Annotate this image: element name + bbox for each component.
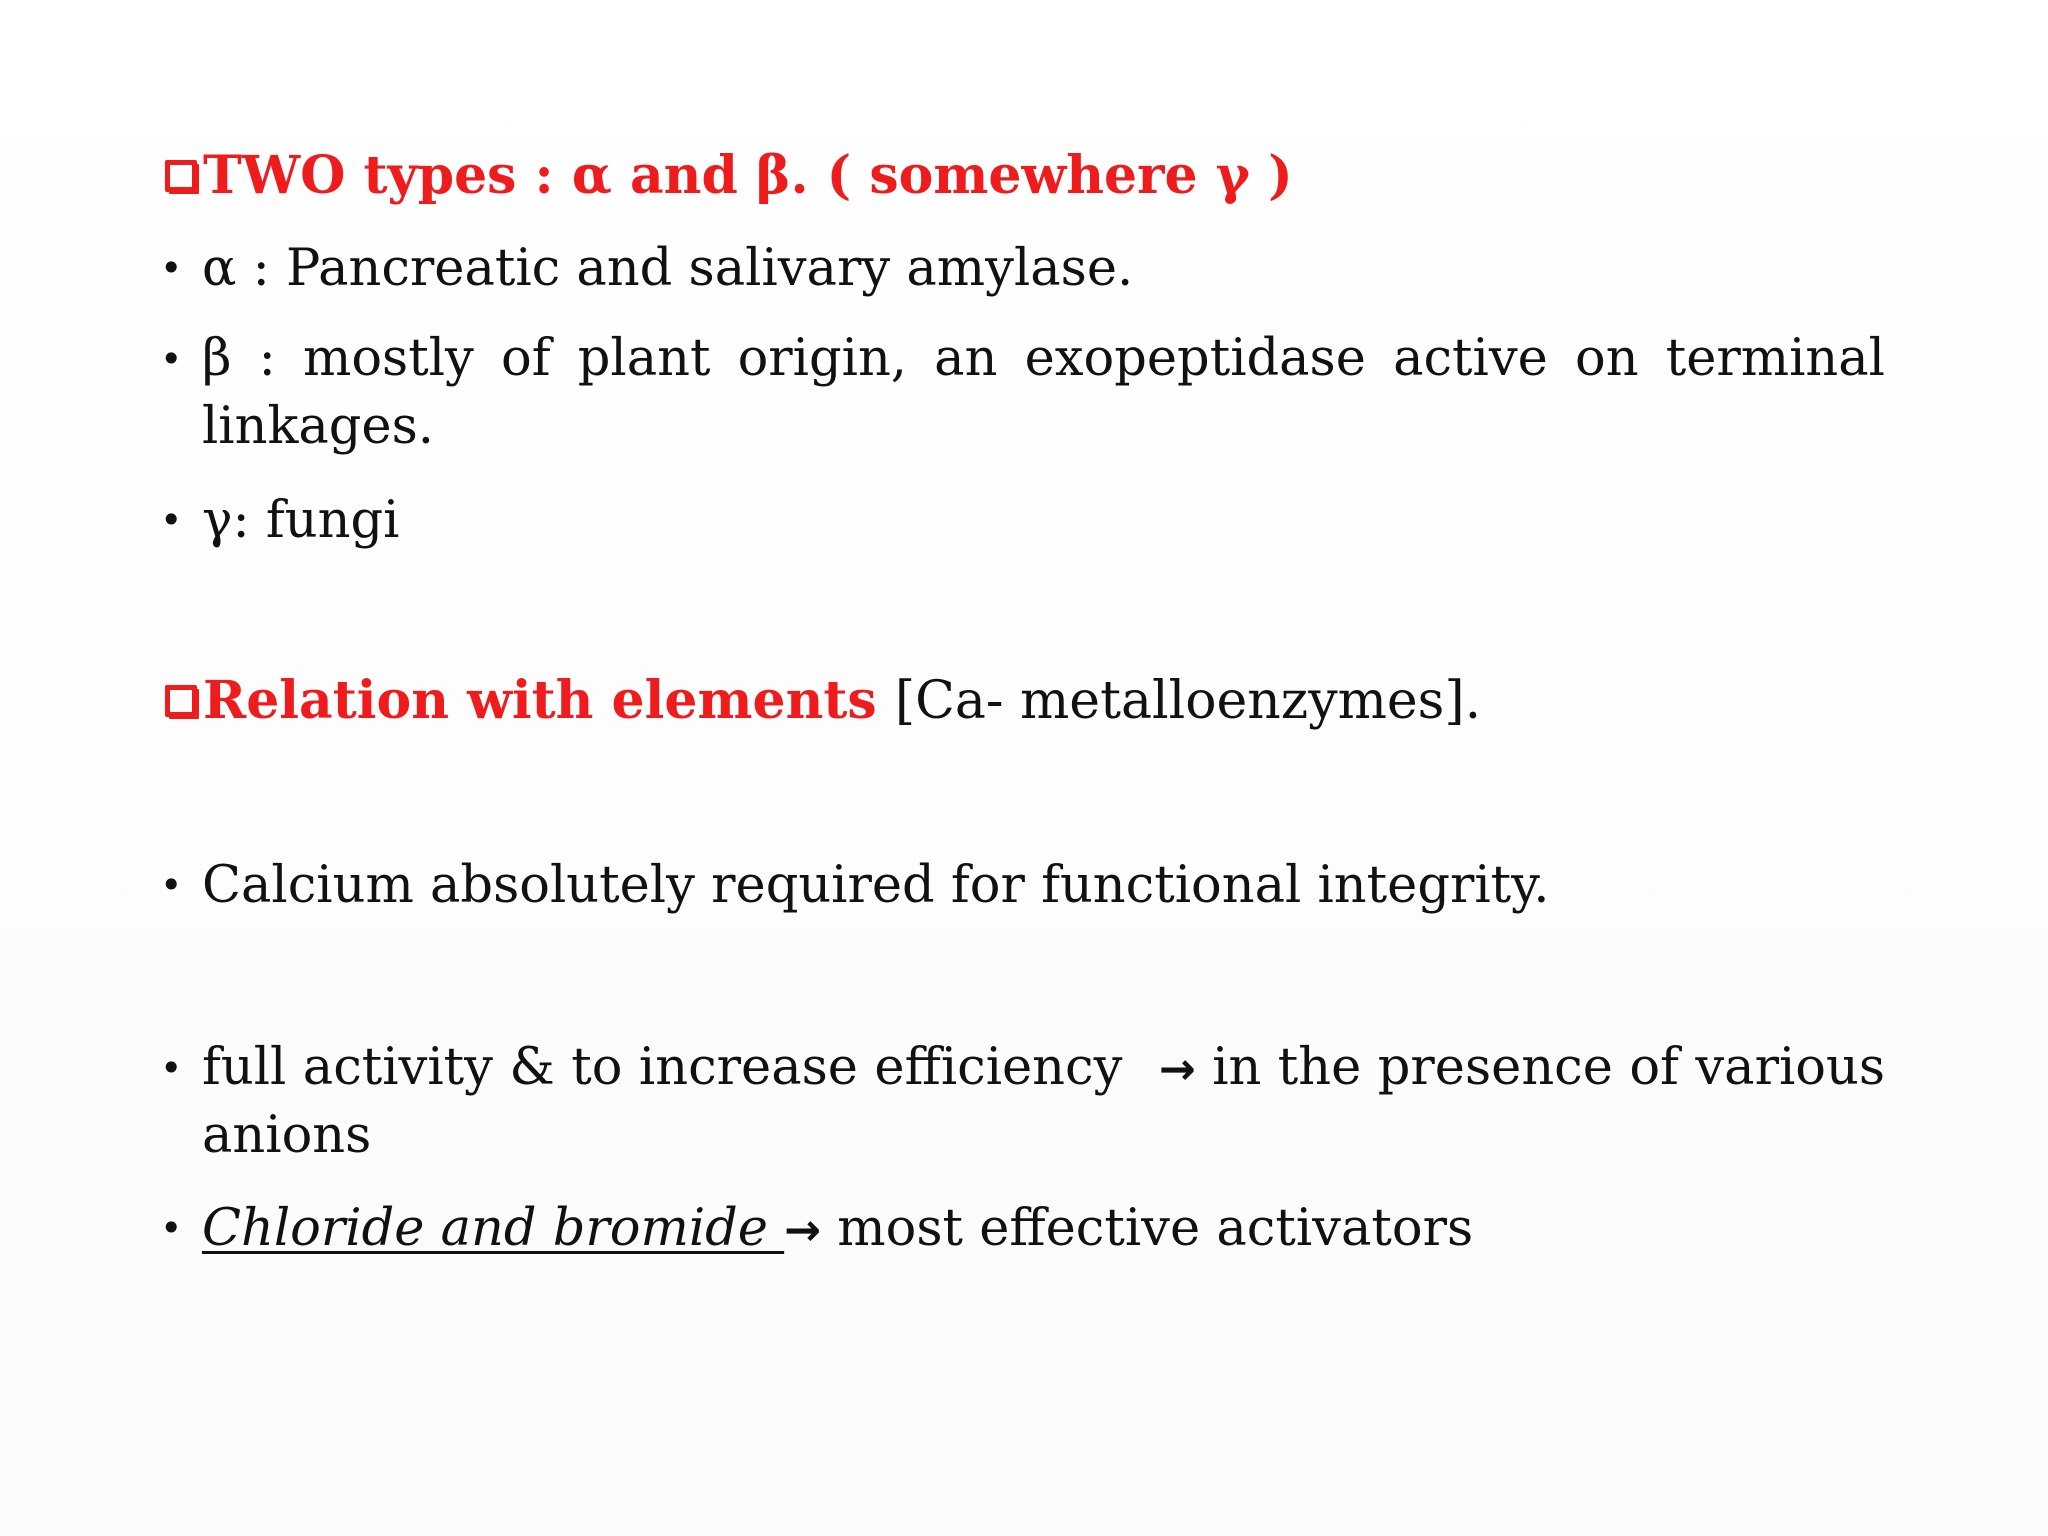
bullet-activity-line2: anions <box>202 1106 372 1165</box>
right-arrow-icon: → <box>784 1205 822 1256</box>
bullet-dot-icon: • <box>160 498 183 542</box>
chloride-rest-text: most effective activators <box>837 1199 1474 1258</box>
heading-two-types-text: TWO types : α and β. ( somewhere γ ) <box>203 145 1293 206</box>
bullet-dot-icon: • <box>160 1206 183 1250</box>
right-arrow-icon: → <box>1158 1044 1196 1095</box>
bullet-dot-icon: • <box>160 246 183 290</box>
bullet-dot-icon: • <box>160 863 183 907</box>
bullet-beta-line1: β : mostly of plant origin, an exopeptidase active on terminal <box>202 329 1885 388</box>
checkbox-bullet-icon <box>165 685 197 717</box>
bullet-activity-line1 <box>202 1034 1885 1104</box>
bullet-chloride-text <box>202 1199 1474 1258</box>
bullet-dot-icon: • <box>160 337 183 381</box>
bullet-gamma-text: γ: fungi <box>202 491 400 550</box>
checkbox-bullet-icon <box>165 160 197 192</box>
bullet-beta-line2: linkages. <box>202 397 434 456</box>
bullet-alpha-text: α : Pancreatic and salivary amylase. <box>202 239 1134 298</box>
heading-relation-plain: [Ca- metalloenzymes]. <box>894 671 1482 731</box>
activity-part1: full activity & to increase efficiency <box>202 1038 1123 1097</box>
bullet-dot-icon: • <box>160 1046 183 1090</box>
heading-relation-elements <box>165 670 1482 731</box>
heading-two-types <box>165 145 1293 206</box>
chloride-bromide-text: Chloride and bromide <box>202 1199 785 1258</box>
heading-relation-bold: Relation with elements <box>203 670 877 731</box>
activity-part2: in the presence of various <box>1212 1038 1886 1097</box>
bullet-calcium-text: Calcium absolutely required for functional integrity. <box>202 856 1550 915</box>
